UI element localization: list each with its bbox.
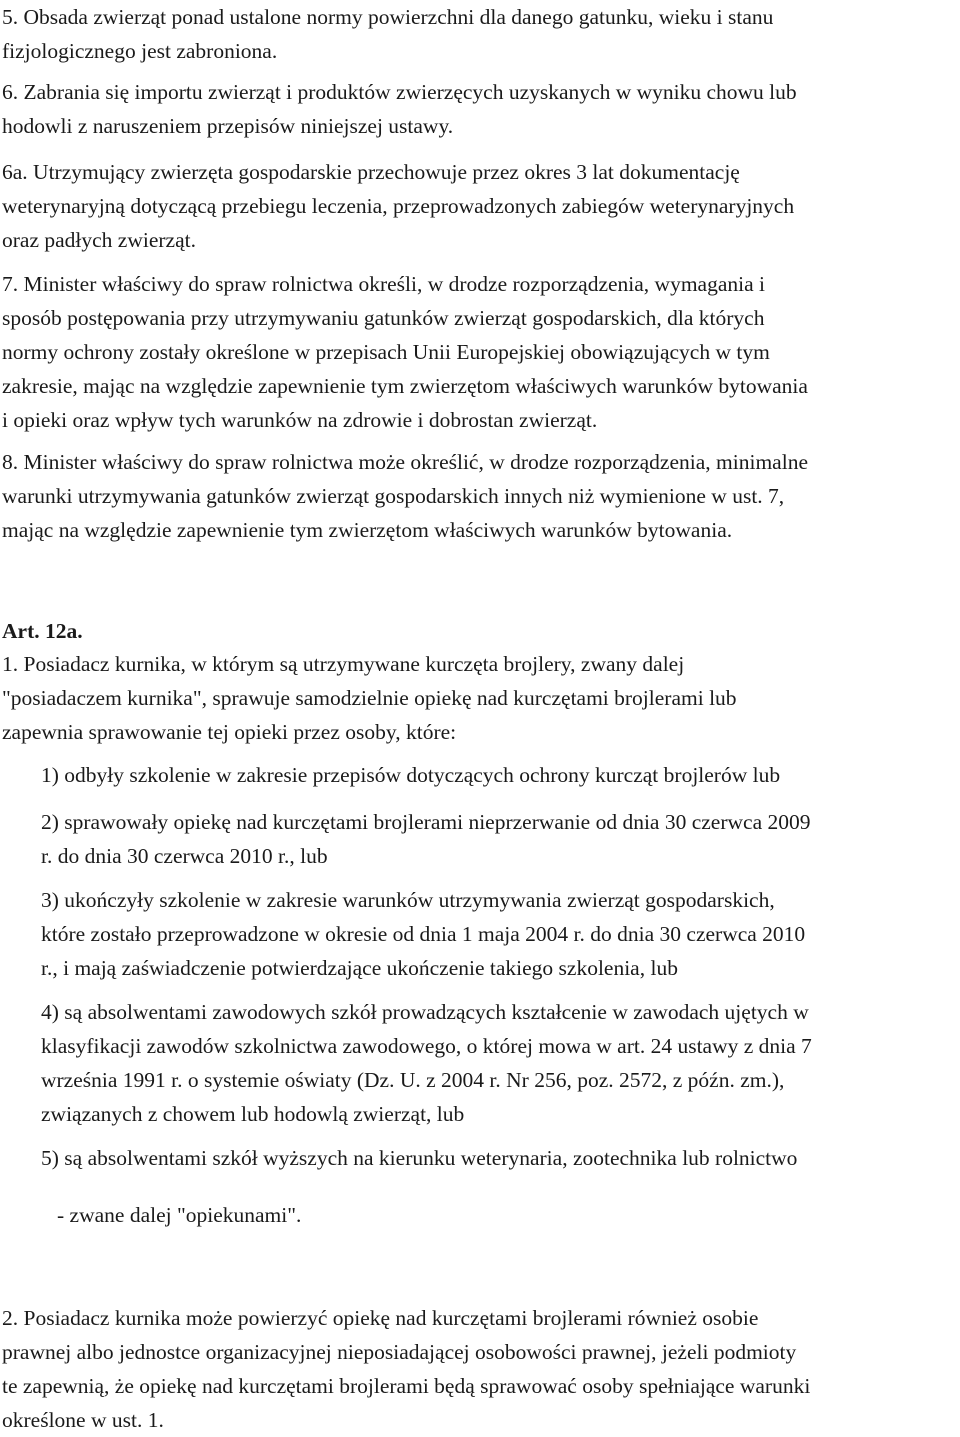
list-item-5: 5) są absolwentami szkół wyższych na kierunku weterynaria, zootechnika lub rolnictwo (41, 1146, 798, 1170)
paragraph-7: 7. Minister właściwy do spraw rolnictwa określi, w drodze rozporządzenia, wymagania i sposób postępowania przy utrzymywaniu gatunków zwierząt gospodarskich, dla których normy ochrony zostały określone w przepisach Unii Europejskiej obowiązujących w tym zakresie, mając na względzie zapewnienie tym zwierzętom właściwych warunków bytowania i opieki oraz wpływ tych warunków na zdrowie i dobrostan zwierząt. (2, 272, 808, 432)
list-item-1: 1) odbyły szkolenie w zakresie przepisów dotyczących ochrony kurcząt brojlerów lub (41, 763, 781, 787)
list-item-3: 3) ukończyły szkolenie w zakresie warunków utrzymywania zwierząt gospodarskich, które zostało przeprowadzone w okresie od dnia 1 maja 2004 r. do dnia 30 czerwca 2010 r., i mają zaświadczenie potwierdzające ukończenie takiego szkolenia, lub (41, 888, 806, 980)
paragraph-5: 5. Obsada zwierząt ponad ustalone normy powierzchni dla danego gatunku, wieku i stanu fizjologicznego jest zabroniona. (2, 5, 774, 63)
article-12a-section-2: 2. Posiadacz kurnika może powierzyć opiekę nad kurczętami brojlerami również osobie prawnej albo jednostce organizacyjnej nieposiadającej osobowości prawnej, jeżeli podmioty te zapewnią, że opiekę nad kurczętami brojlerami będą sprawować osoby spełniające warunki określone w ust. 1. (2, 1306, 811, 1432)
article-12a-section-1-intro: 1. Posiadacz kurnika, w którym są utrzymywane kurczęta brojlery, zwany dalej "posiadaczem kurnika", sprawuje samodzielnie opiekę nad kurczętami brojlerami lub zapewnia sprawowanie tej opieki przez osoby, które: (2, 652, 737, 744)
paragraph-6a: 6a. Utrzymujący zwierzęta gospodarskie przechowuje przez okres 3 lat dokumentację weterynaryjną dotyczącą przebiegu leczenia, przeprowadzonych zabiegów weterynaryjnych oraz padłych zwierząt. (2, 160, 795, 252)
list-item-2: 2) sprawowały opiekę nad kurczętami brojlerami nieprzerwanie od dnia 30 czerwca 2009 r. do dnia 30 czerwca 2010 r., lub (41, 810, 811, 868)
paragraph-8: 8. Minister właściwy do spraw rolnictwa może określić, w drodze rozporządzenia, minimalne warunki utrzymywania gatunków zwierząt gospodarskich innych niż wymienione w ust. 7, mając na względzie zapewnienie tym zwierzętom właściwych warunków bytowania. (2, 450, 808, 542)
paragraph-6: 6. Zabrania się importu zwierząt i produktów zwierzęcych uzyskanych w wyniku chowu lub hodowli z naruszeniem przepisów niniejszej ustawy. (2, 80, 797, 138)
list-item-4: 4) są absolwentami zawodowych szkół prowadzących kształcenie w zawodach ujętych w klasyfikacji zawodów szkolnictwa zawodowego, o której mowa w art. 24 ustawy z dnia 7 września 1991 r. o systemie oświaty (Dz. U. z 2004 r. Nr 256, poz. 2572, z późn. zm.), związanych z chowem lub hodowlą zwierząt, lub (41, 1000, 812, 1126)
closing-line: - zwane dalej "opiekunami". (57, 1203, 302, 1227)
article-heading: Art. 12a. (2, 619, 83, 643)
